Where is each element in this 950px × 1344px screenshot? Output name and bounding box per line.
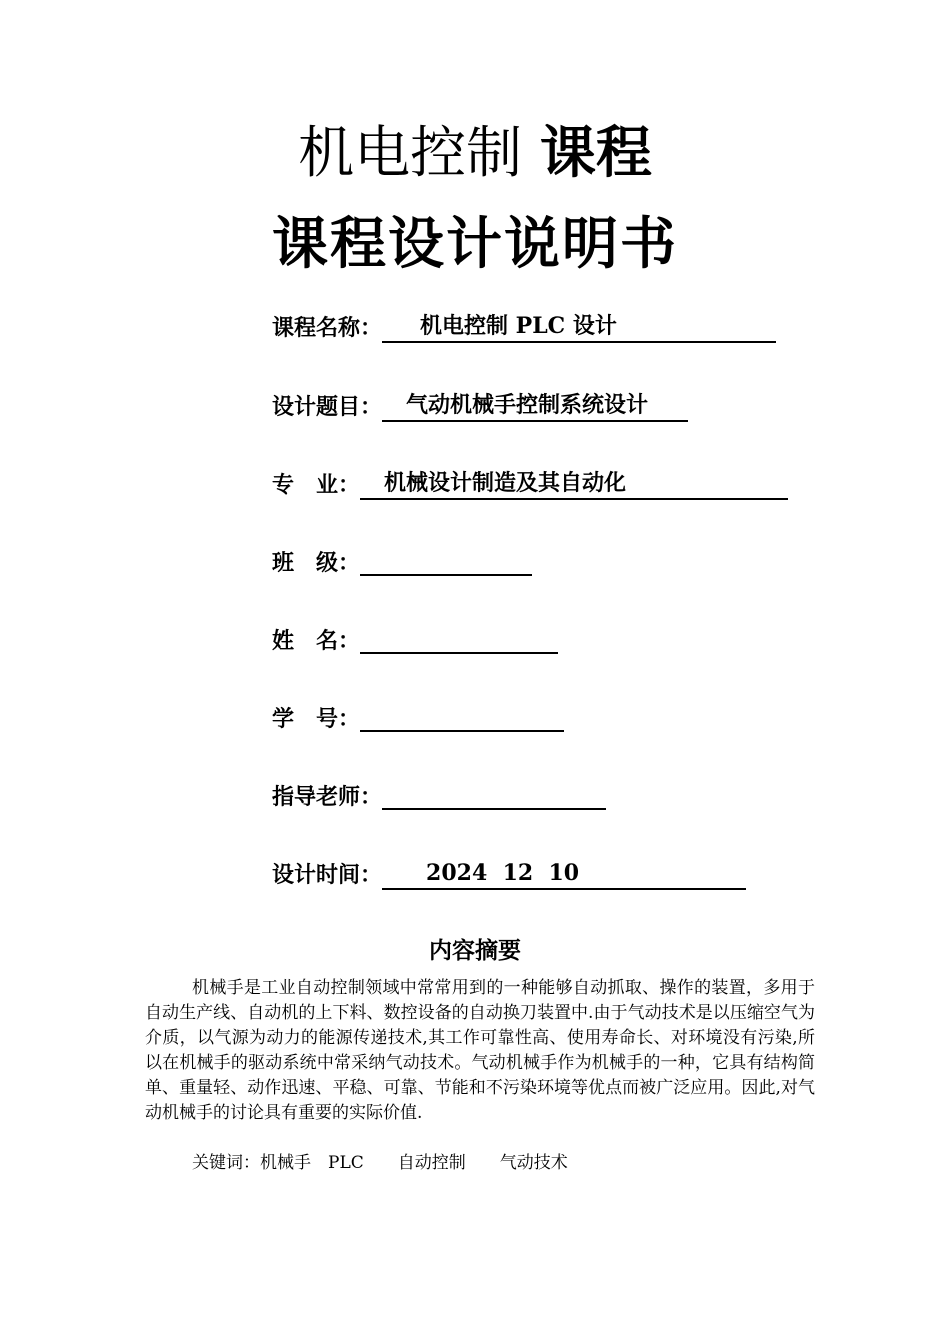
design-time-value: 2024 12 10 (382, 858, 746, 890)
field-class (272, 546, 532, 580)
topic-label: 设计题目： (272, 394, 383, 420)
name-value (360, 624, 558, 654)
name-label: 姓 名： (272, 628, 361, 654)
field-major (272, 468, 788, 502)
document-title (0, 118, 950, 189)
field-name (272, 624, 558, 658)
course-name-label: 课程名称： (272, 315, 383, 341)
major-value: 机械设计制造及其自动化 (360, 468, 788, 500)
field-topic (272, 390, 688, 424)
keywords: 关键词：机械手 PLC 自动控制 气动技术 (192, 1153, 568, 1173)
field-design-time (272, 858, 746, 892)
title-part-1: 机电控制 (298, 121, 523, 186)
abstract-body (145, 976, 815, 1126)
field-course-name (272, 311, 776, 345)
advisor-label: 指导老师： (272, 784, 383, 810)
field-advisor (272, 780, 606, 814)
student-id-label: 学 号： (272, 706, 361, 732)
title-part-2: 课程 (539, 120, 652, 186)
student-id-value (360, 702, 564, 732)
design-time-label: 设计时间： (272, 862, 383, 888)
advisor-value (382, 780, 606, 810)
abstract-paragraph: 机械手是工业自动控制领域中常常用到的一种能够自动抓取、操作的装置，多用于自动生产线、自动机的上下料、数控设备的自动换刀装置中.由于气动技术是以压缩空气为介质，以气源为动力的能源传递技术,其工作可靠性高、使用寿命长、对环境没有污染,所以在机械手的驱动系统中常采纳气动技术。气动机械手作为机械手的一种，它具有结构简单、重量轻、动作迅速、平稳、可靠、节能和不污染环境等优点而被广泛应用。因此,对气动机械手的讨论具有重要的实际价值. (145, 978, 815, 1123)
major-label: 专 业： (272, 472, 361, 498)
topic-value: 气动机械手控制系统设计 (382, 390, 688, 422)
abstract-title: 内容摘要 (429, 937, 521, 964)
class-value (360, 546, 532, 576)
field-student-id (272, 702, 564, 736)
class-label: 班 级： (272, 550, 361, 576)
document-subtitle: 课程设计说明书 (272, 211, 678, 277)
course-name-value: 机电控制 PLC 设计 (382, 311, 776, 343)
